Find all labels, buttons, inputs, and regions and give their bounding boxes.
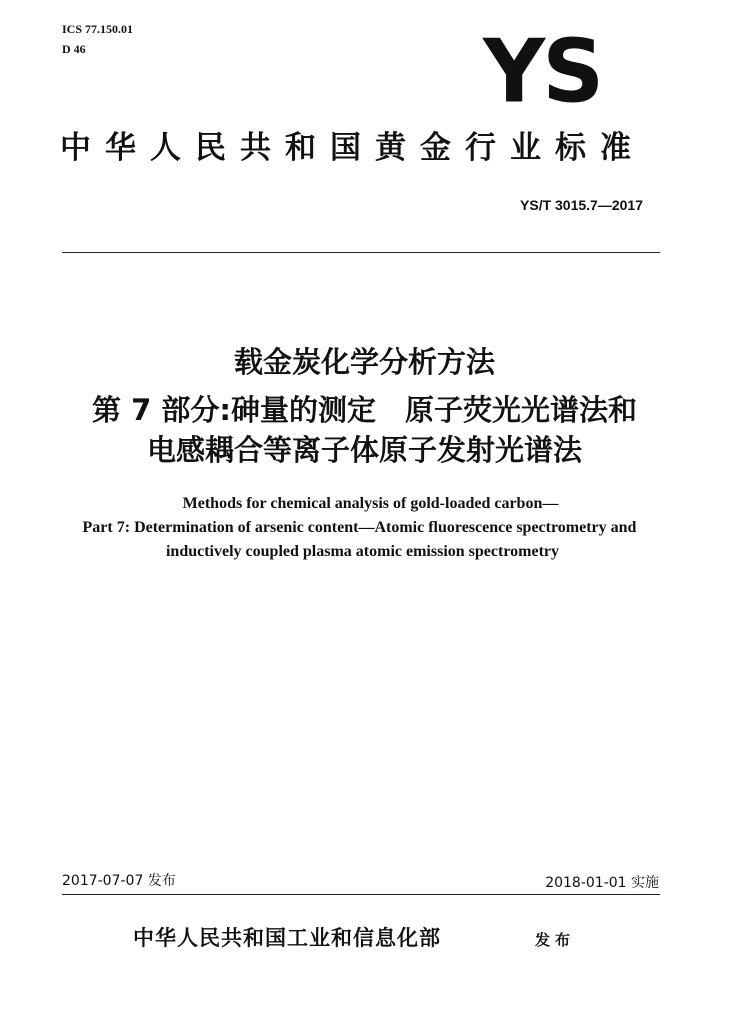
english-title-line-3: inductively coupled plasma atomic emission spectrometry — [165, 543, 559, 560]
implementation-date: 2018-01-01 实施 — [545, 875, 659, 891]
english-title-line-1: Methods for chemical analysis of gold-loaded carbon— — [182, 495, 559, 512]
issue-label: 发布 — [535, 931, 576, 949]
standard-number: YS/T 3015.7—2017 — [520, 197, 643, 213]
ics-code: ICS 77.150.01 — [62, 22, 134, 36]
chinese-title-line-2: 第 7 部分:砷量的测定 原子荧光光谱法和 — [92, 393, 637, 427]
ys-logo: YS — [483, 20, 602, 123]
ccs-code: D 46 — [62, 42, 86, 56]
chinese-title-line-1: 载金炭化学分析方法 — [233, 345, 495, 379]
issue-date: 2017-07-07 发布 — [62, 873, 176, 889]
chinese-title-line-3: 电感耦合等离子体原子发射光谱法 — [146, 433, 582, 467]
standard-type-heading: 中华人民共和国黄金行业标准 — [60, 130, 645, 166]
issuing-authority: 中华人民共和国工业和信息化部 — [133, 925, 441, 950]
english-title-line-2: Part 7: Determination of arsenic content—Atomic fluorescence spectrometry and — [82, 519, 637, 536]
top-divider — [62, 252, 660, 253]
bottom-divider — [62, 894, 660, 895]
